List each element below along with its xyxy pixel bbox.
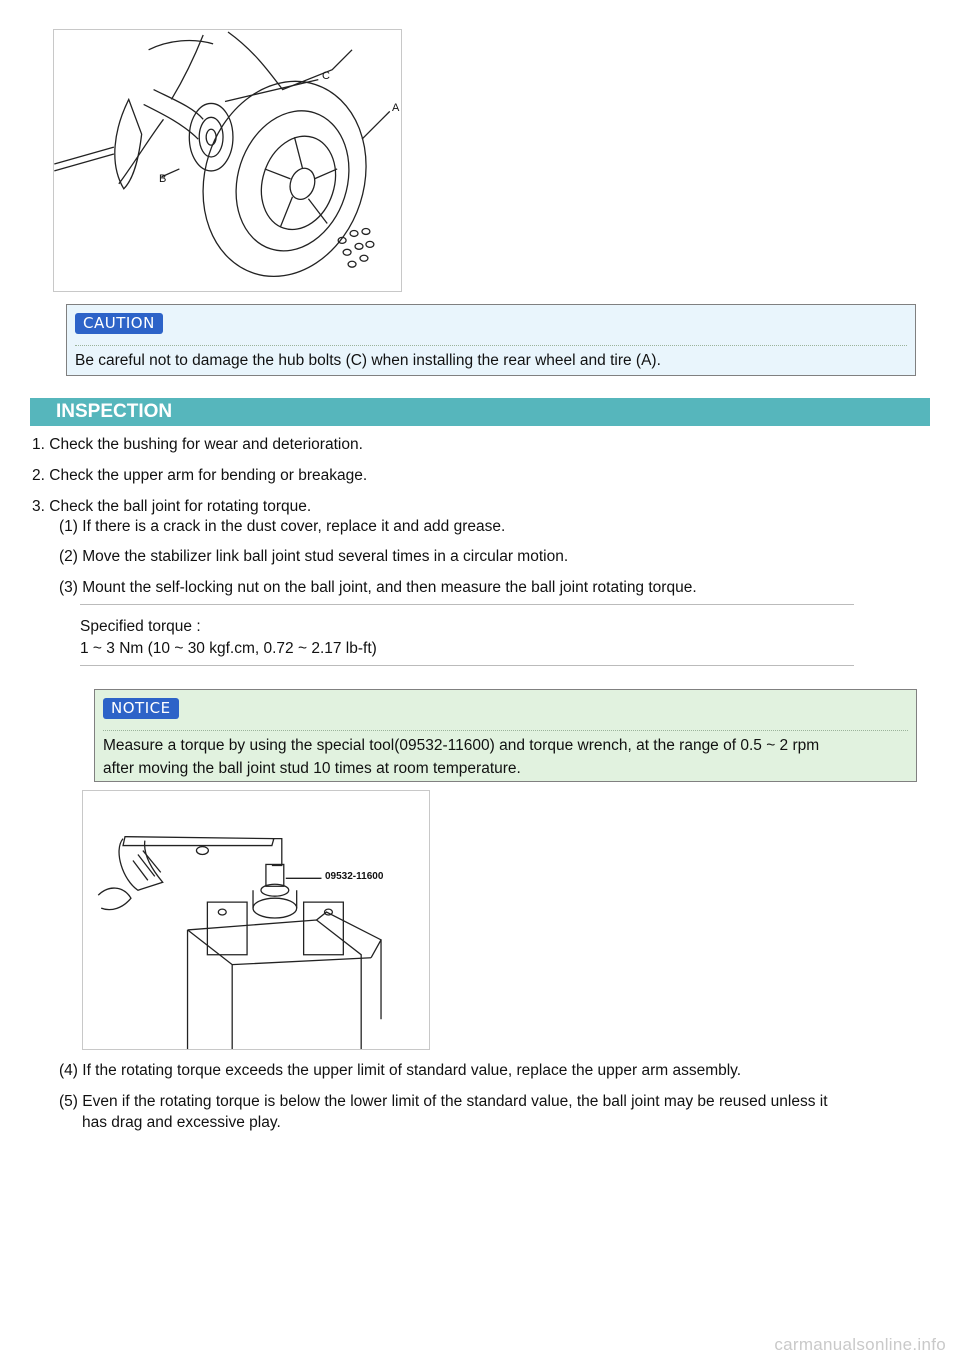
step-1 (32, 435, 363, 454)
substep-text: If the rotating torque exceeds the upper limit of standard value, replace the upper arm assembly. (82, 1062, 742, 1079)
substep-5 (59, 1092, 828, 1111)
section-header (30, 398, 930, 426)
substep-text: Mount the self-locking nut on the ball joint, and then measure the ball joint rotating torque. (82, 579, 697, 596)
watermark: carmanualsonline.info (774, 1335, 946, 1354)
tool-part-label: 09532-11600 (325, 871, 384, 882)
substep-text: Move the stabilizer link ball joint stud several times in a circular motion. (82, 548, 569, 565)
substep-3 (59, 578, 697, 597)
notice-badge: NOTICE (103, 698, 179, 719)
notice-divider (103, 730, 908, 731)
substep-1 (59, 517, 505, 536)
step-text: Check the ball joint for rotating torque. (49, 498, 312, 515)
step-3 (32, 497, 311, 516)
step-number: 3. (32, 498, 45, 515)
spec-divider-bottom (80, 665, 854, 666)
notice-text (103, 736, 906, 779)
spec-label: Specified torque : (80, 618, 201, 635)
substep-4 (59, 1061, 741, 1080)
caution-badge: CAUTION (75, 313, 163, 334)
wheel-installation-drawing (54, 30, 401, 291)
caution-box (66, 304, 916, 376)
step-text: Check the bushing for wear and deterioration. (49, 436, 363, 453)
substep-text: If there is a crack in the dust cover, replace it and add grease. (82, 518, 506, 535)
step-number: 2. (32, 467, 45, 484)
step-2 (32, 466, 367, 485)
substep-number: (4) (59, 1062, 78, 1079)
step-number: 1. (32, 436, 45, 453)
wheel-installation-figure (53, 29, 402, 292)
step-text: Check the upper arm for bending or breakage. (49, 467, 368, 484)
substep-number: (3) (59, 579, 78, 596)
special-tool-figure (82, 790, 430, 1050)
spec-value: 1 ~ 3 Nm (10 ~ 30 kgf.cm, 0.72 ~ 2.17 lb-ft) (80, 640, 377, 657)
substep-text: Even if the rotating torque is below the lower limit of the standard value, the ball joint may be reused unless it (82, 1093, 828, 1110)
special-tool-drawing (83, 791, 429, 1049)
callout-label-c: C (322, 70, 330, 82)
notice-line-1: Measure a torque by using the special tool(09532-11600) and torque wrench, at the range of 0.5 ~ 2 rpm (103, 737, 820, 754)
substep-number: (2) (59, 548, 78, 565)
substep-5-continuation: has drag and excessive play. (82, 1114, 281, 1131)
substep-number: (5) (59, 1093, 78, 1110)
notice-line-2: after moving the ball joint stud 10 times at room temperature. (103, 760, 521, 778)
caution-text: Be careful not to damage the hub bolts (C) when installing the rear wheel and tire (A). (75, 352, 661, 369)
caution-divider (75, 345, 907, 346)
callout-label-a: A (392, 102, 400, 114)
section-title: INSPECTION (56, 401, 173, 422)
notice-box (94, 689, 917, 782)
callout-label-b: B (159, 173, 167, 185)
substep-2 (59, 547, 568, 566)
spec-divider-top (80, 604, 854, 605)
substep-number: (1) (59, 518, 78, 535)
